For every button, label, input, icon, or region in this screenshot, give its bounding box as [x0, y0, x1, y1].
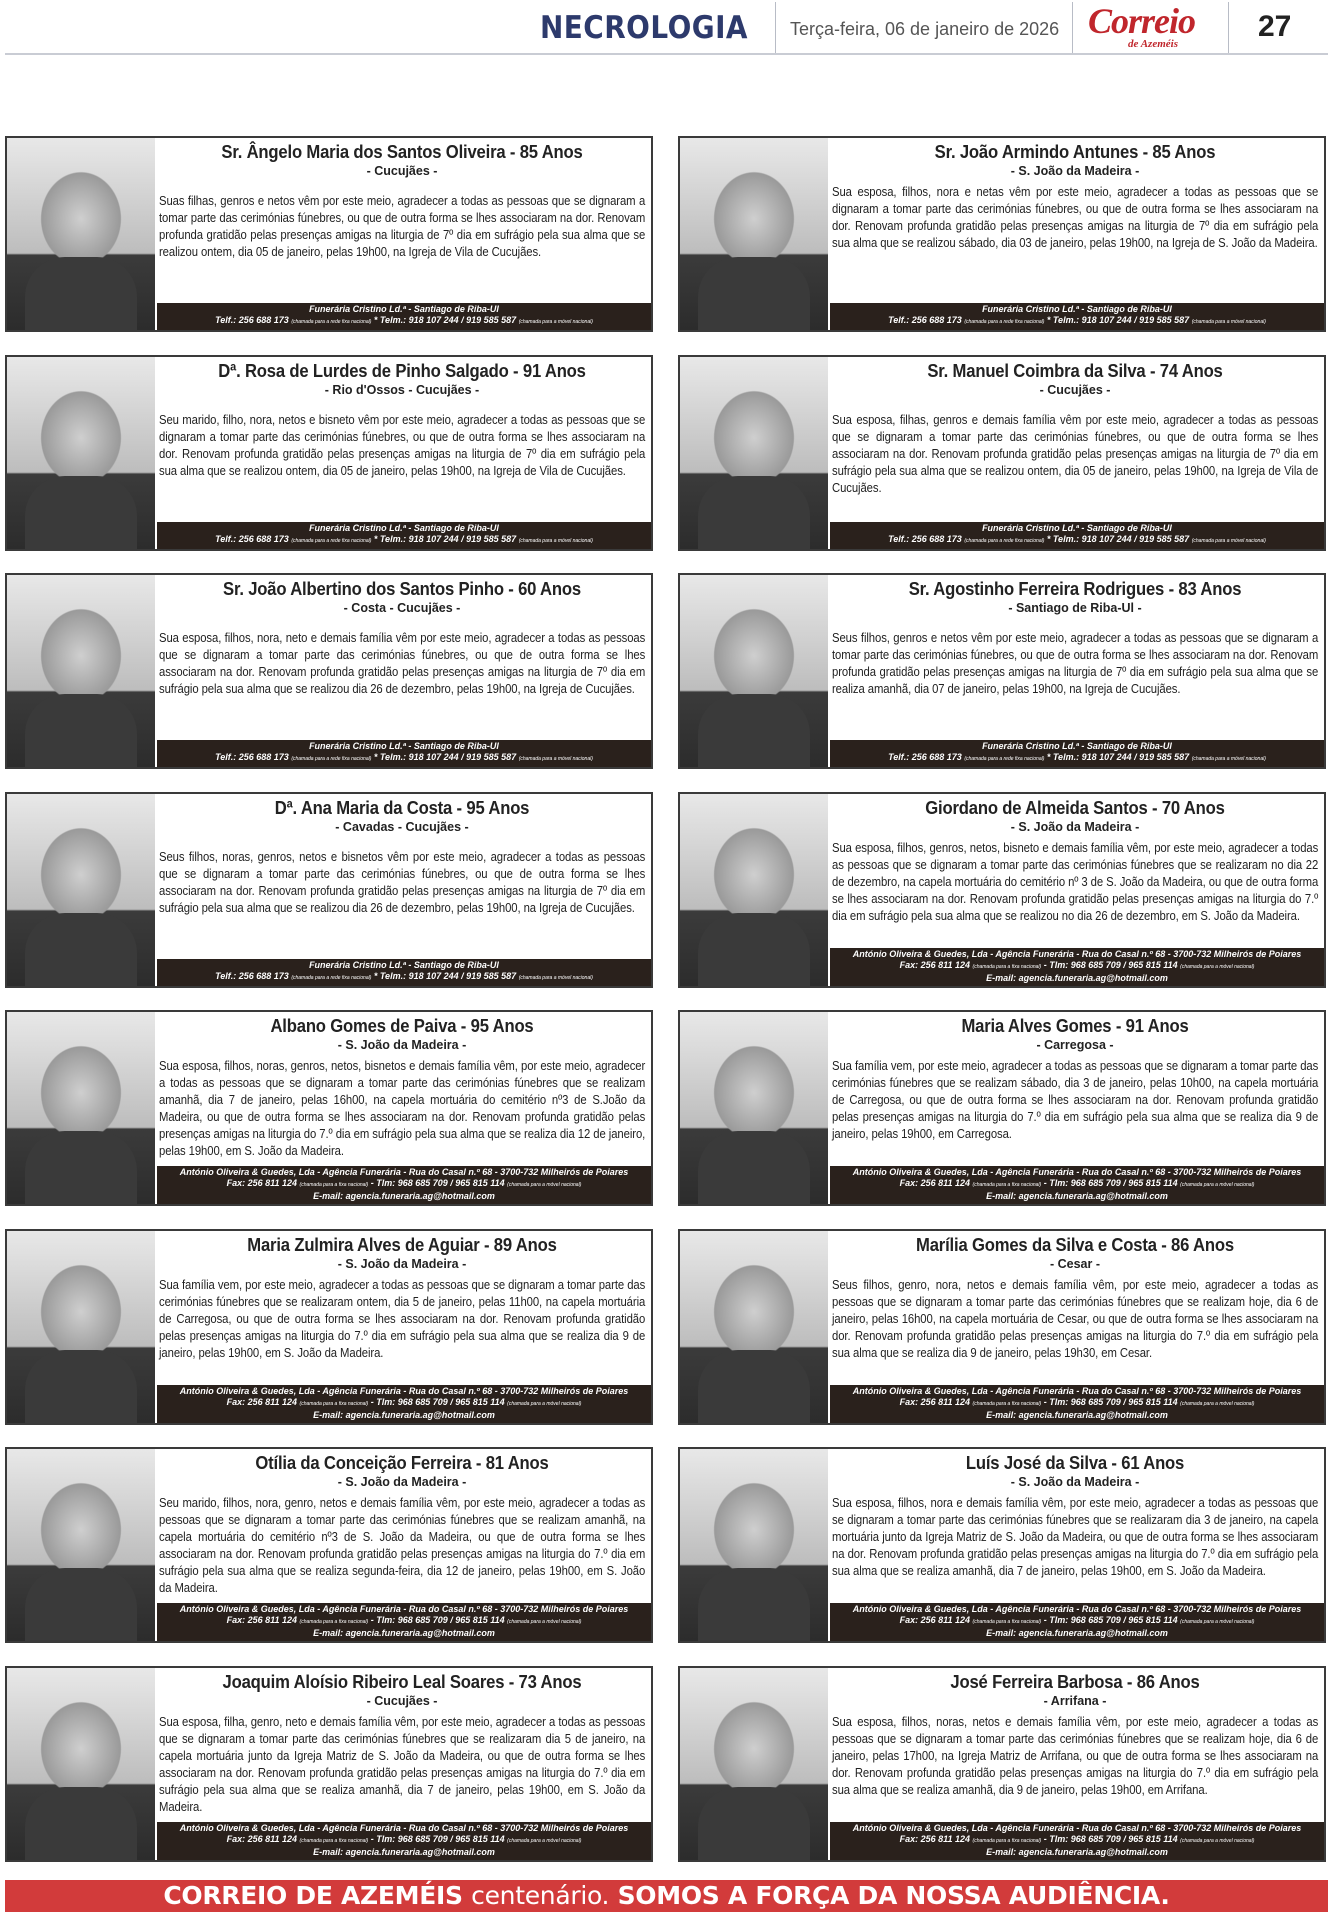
obituary-text: Seus filhos, genro, nora, netos e demais família vêm, por este meio, agradecer a todas as pessoas que se dignaram a tomar parte das cerimónias fúnebres que se realizam hoje, dia 6 de janeiro, pelas 16h00, na capela mortuária de Cesar, ou que de outra forma se lhes associaram na dor. Renovam profunda gratidão pelas presenças amigas na liturgia do 7.º dia em sufrágio pela sua alma que se realiza dia 9 de janeiro, pelas 19h30, em Cesar.: [832, 1276, 1319, 1360]
mobile-note: (chamada para a móvel nacional): [518, 319, 593, 325]
portrait-photo: [7, 138, 155, 330]
funeral-home-footer: [157, 1166, 651, 1204]
phone-note: (chamada para a rede fixa nacional): [291, 537, 372, 544]
funeral-home-mobile: * Telm.: 918 107 244 / 919 585 587: [373, 315, 517, 325]
funeral-home-footer: [830, 1166, 1324, 1204]
funeral-home-footer: [830, 1822, 1324, 1860]
funeral-home-mobile: * Telm.: 918 107 244 / 919 585 587: [373, 533, 517, 544]
mobile-note: (chamada para a móvel nacional): [507, 1837, 582, 1844]
funeral-home-phone: Telf.: 256 688 173: [215, 533, 289, 544]
phone-note: (chamada para a fixa nacional): [972, 1837, 1042, 1844]
deceased-name: Joaquim Aloísio Ribeiro Leal Soares - 73 Anos: [222, 1670, 582, 1692]
page-header: [0, 0, 1333, 58]
funeral-home-name: Funerária Cristino Ld.ª - Santiago de Riba-Ul: [982, 304, 1172, 314]
obituary-text: Seu marido, filho, nora, netos e bisneto vêm por este meio, agradecer a todas as pessoas que se dignaram a tomar parte das cerimónias fúnebres, ou que de outra forma se lhes associaram na dor. Renovam profunda gratidão pelas presenças amigas na liturgia de 7º dia em sufrágio pela sua alma que se realizou ontem, dia 05 de janeiro, pelas 19h00, na Igreja de Vila de Cucujães.: [159, 411, 646, 478]
funeral-home-name: António Oliveira & Guedes, Lda - Agência Funerária - Rua do Casal n.º 68 - 3700-732 Milheirós de Poiares: [179, 1167, 629, 1177]
portrait-photo: [680, 575, 828, 767]
obituary-text: Sua esposa, filhos, genros, netos, bisneto e demais família vêm, por este meio, agradecer a todas as pessoas que se dignaram a tomar parte das cerimónias fúnebres que se realizaram no dia 22 de dezembro, na capela mortuária do cemitério nº 3 de S. João da Madeira, ou que de outra forma se lhes associaram na dor. Renovam profunda gratidão pelas presenças amigas na liturgia do 7.º dia em sufrágio pela sua alma que se realizou no dia 26 de dezembro, em S. João da Madeira.: [832, 839, 1319, 923]
deceased-name: José Ferreira Barbosa - 86 Anos: [950, 1670, 1200, 1692]
funeral-home-email: E-mail: agencia.funeraria.ag@hotmail.com: [986, 1846, 1168, 1857]
deceased-place: - Santiago de Riba-Ul -: [1008, 601, 1142, 615]
obituary-card: [5, 1010, 653, 1206]
funeral-home-footer: [157, 959, 651, 986]
obituary-card: [678, 792, 1326, 988]
funeral-home-email: E-mail: agencia.funeraria.ag@hotmail.com: [313, 1191, 495, 1201]
portrait-photo: [7, 1231, 155, 1423]
funeral-home-name: António Oliveira & Guedes, Lda - Agência Funerária - Rua do Casal n.º 68 - 3700-732 Milheirós de Poiares: [179, 1385, 629, 1396]
funeral-home-name: Funerária Cristino Ld.ª - Santiago de Riba-Ul: [309, 304, 499, 314]
deceased-name: Marília Gomes da Silva e Costa - 86 Anos: [916, 1233, 1234, 1255]
obituary-text: Seus filhos, genros e netos vêm por este meio, agradecer a todas as pessoas que se dignaram a tomar parte das cerimónias fúnebres, ou que de outra forma se lhes associaram na dor. Renovam profunda gratidão pelas presenças amigas na liturgia de 7º dia em sufrágio pela sua alma que se realiza amanhã, dia 07 de janeiro, pelas 19h00, na Igreja de Cucujães.: [832, 630, 1319, 696]
funeral-home-mobile: * Telm.: 918 107 244 / 919 585 587: [1046, 533, 1190, 544]
portrait-photo: [680, 357, 828, 549]
deceased-place: - Cavadas - Cucujães -: [335, 819, 469, 834]
funeral-home-name: Funerária Cristino Ld.ª - Santiago de Riba-Ul: [309, 959, 499, 970]
deceased-name: Luís José da Silva - 61 Anos: [965, 1452, 1185, 1473]
obituary-text: Sua família vem, por este meio, agradecer a todas as pessoas que se dignaram a tomar parte das cerimónias fúnebres que se realizaram ontem, dia 5 de janeiro, pelas 11h00, na capela mortuária de Carregosa, ou que de outra forma se lhes associaram na dor. Renovam profunda gratidão pelas presenças amigas na liturgia do 7.º dia em sufrágio pela sua alma que se realiza dia 9 de janeiro, pelas 19h00, em S. João da Madeira.: [159, 1276, 646, 1360]
divider: [775, 2, 776, 54]
mobile-note: (chamada para a móvel nacional): [1180, 1837, 1255, 1844]
funeral-home-phone: Fax: 256 811 124: [899, 959, 971, 970]
deceased-name: Sr. João Albertino dos Santos Pinho - 60 Anos: [223, 578, 581, 599]
obituary-card: [5, 792, 653, 988]
funeral-home-phone: Fax: 256 811 124: [226, 1178, 298, 1188]
mobile-note: (chamada para a móvel nacional): [518, 756, 593, 762]
funeral-home-phone: Fax: 256 811 124: [226, 1833, 298, 1844]
funeral-home-footer: [830, 948, 1324, 986]
deceased-place: - Cesar -: [1049, 1256, 1101, 1271]
header-rule: [5, 53, 1328, 55]
deceased-name: Otília da Conceição Ferreira - 81 Anos: [255, 1452, 549, 1473]
deceased-name: Sr. Agostinho Ferreira Rodrigues - 83 Anos: [908, 578, 1242, 599]
deceased-place: - S. João da Madeira -: [1010, 1475, 1140, 1489]
deceased-name: Giordano de Almeida Santos - 70 Anos: [925, 796, 1225, 818]
deceased-place: - Cucujães -: [366, 164, 438, 178]
phone-note: (chamada para a fixa nacional): [299, 1619, 369, 1625]
section-title: NECROLOGIA: [540, 10, 748, 46]
banner-slogan: SOMOS A FORÇA DA NOSSA AUDIÊNCIA.: [617, 1881, 1170, 1910]
portrait-photo: [680, 1012, 828, 1204]
phone-note: (chamada para a fixa nacional): [299, 1837, 369, 1844]
funeral-home-footer: [830, 522, 1324, 549]
funeral-home-phone: Telf.: 256 688 173: [215, 970, 289, 981]
funeral-home-name: António Oliveira & Guedes, Lda - Agência Funerária - Rua do Casal n.º 68 - 3700-732 Milheirós de Poiares: [852, 1385, 1302, 1396]
mobile-note: (chamada para a móvel nacional): [1191, 537, 1266, 544]
funeral-home-mobile: - Tlm: 968 685 709 / 965 815 114: [1043, 959, 1178, 970]
funeral-home-name: António Oliveira & Guedes, Lda - Agência Funerária - Rua do Casal n.º 68 - 3700-732 Milheirós de Poiares: [852, 1604, 1302, 1614]
phone-note: (chamada para a rede fixa nacional): [964, 319, 1045, 325]
funeral-home-mobile: * Telm.: 918 107 244 / 919 585 587: [1046, 315, 1190, 325]
funeral-home-mobile: - Tlm: 968 685 709 / 965 815 114: [1043, 1178, 1178, 1188]
funeral-home-name: António Oliveira & Guedes, Lda - Agência Funerária - Rua do Casal n.º 68 - 3700-732 Milheirós de Poiares: [852, 1167, 1302, 1177]
obituary-card: [5, 1229, 653, 1425]
funeral-home-footer: [157, 1603, 651, 1641]
funeral-home-phone: Fax: 256 811 124: [226, 1396, 298, 1407]
funeral-home-footer: [830, 1385, 1324, 1423]
obituary-card: [678, 573, 1326, 769]
obituary-card: [678, 355, 1326, 551]
phone-note: (chamada para a fixa nacional): [972, 1182, 1042, 1188]
obituary-text: Seus filhos, noras, genros, netos e bisnetos vêm por este meio, agradecer a todas as pessoas que se dignaram a tomar parte das cerimónias fúnebres, ou que de outra forma se lhes associaram na dor. Renovam profunda gratidão pelas presenças amigas na liturgia de 7º dia em sufrágio pela sua alma que se realizou dia 26 de dezembro, pelas 19h00, na Igreja de Cucujães.: [159, 848, 646, 915]
funeral-home-phone: Telf.: 256 688 173: [888, 315, 962, 325]
mobile-note: (chamada para a móvel nacional): [1191, 756, 1266, 762]
funeral-home-name: Funerária Cristino Ld.ª - Santiago de Riba-Ul: [982, 522, 1172, 533]
obituary-card: [5, 1666, 653, 1862]
funeral-home-mobile: * Telm.: 918 107 244 / 919 585 587: [373, 970, 517, 981]
mobile-note: (chamada para a móvel nacional): [1180, 1400, 1255, 1407]
funeral-home-email: E-mail: agencia.funeraria.ag@hotmail.com: [313, 1846, 495, 1857]
funeral-home-mobile: - Tlm: 968 685 709 / 965 815 114: [370, 1396, 505, 1407]
obituary-text: Sua esposa, filhas, genros e demais família vêm por este meio, agradecer a todas as pessoas que se dignaram a tomar parte das cerimónias fúnebres, ou que de outra forma se lhes associaram na dor. Renovam profunda gratidão pelas presenças amigas na liturgia de 7º dia em sufrágio pela sua alma que se realizou ontem, dia 05 de janeiro, pelas 19h00, na Igreja de Vila de Cucujães.: [832, 411, 1319, 495]
funeral-home-mobile: - Tlm: 968 685 709 / 965 815 114: [370, 1178, 505, 1188]
obituary-card: [5, 136, 653, 332]
phone-note: (chamada para a fixa nacional): [972, 963, 1042, 970]
funeral-home-footer: [830, 740, 1324, 767]
deceased-place: - Carregosa -: [1036, 1038, 1114, 1052]
obituary-text: Sua esposa, filha, genro, neto e demais família vêm, por este meio, agradecer a todas as pessoas que se dignaram a tomar parte das cerimónias fúnebres que se realizaram dia 5 de janeiro, na capela mortuária junto da Igreja Matriz de S. João da Madeira, ou que de outra forma se lhes associaram na dor. Renovam profunda gratidão pelas presenças amigas na liturgia do 7.º dia em sufrágio pela sua alma que se realiza amanhã, dia 7 de janeiro, pelas 19h00, em S. João da Madeira.: [159, 1713, 646, 1814]
funeral-home-mobile: - Tlm: 968 685 709 / 965 815 114: [1043, 1615, 1178, 1625]
obituary-card: [678, 1229, 1326, 1425]
obituary-text: Sua esposa, filhos, nora, neto e demais família vêm por este meio, agradecer a todas as pessoas que se dignaram a tomar parte das cerimónias fúnebres, ou que de outra forma se lhes associaram na dor. Renovam profunda gratidão pelas presenças amigas na liturgia de 7º dia em sufrágio pela sua alma que se realizou dia 26 de dezembro, pelas 19h00, na Igreja de Cucujães.: [159, 630, 646, 696]
deceased-name: Sr. Ângelo Maria dos Santos Oliveira - 85 Anos: [221, 141, 583, 162]
phone-note: (chamada para a fixa nacional): [972, 1400, 1042, 1407]
deceased-name: Sr. Manuel Coimbra da Silva - 74 Anos: [927, 359, 1223, 381]
funeral-home-name: António Oliveira & Guedes, Lda - Agência Funerária - Rua do Casal n.º 68 - 3700-732 Milheirós de Poiares: [179, 1822, 629, 1833]
funeral-home-mobile: - Tlm: 968 685 709 / 965 815 114: [1043, 1396, 1178, 1407]
mobile-note: (chamada para a móvel nacional): [507, 1182, 582, 1188]
funeral-home-phone: Fax: 256 811 124: [899, 1833, 971, 1844]
funeral-home-phone: Telf.: 256 688 173: [888, 752, 962, 762]
deceased-place: - Arrifana -: [1043, 1693, 1107, 1708]
obituary-text: Sua família vem, por este meio, agradecer a todas as pessoas que se dignaram a tomar parte das cerimónias fúnebres que se realizam sábado, dia 3 de janeiro, pelas 10h00, na capela mortuária de Carregosa, ou que de outra forma se lhes associaram na dor. Renovam profunda gratidão pelas presenças amigas na liturgia do 7.º dia em sufrágio pela sua alma que se realiza dia 9 de janeiro, pelas 19h00, em Carregosa.: [832, 1058, 1319, 1141]
portrait-photo: [680, 1231, 828, 1423]
portrait-photo: [7, 575, 155, 767]
deceased-place: - Cucujães -: [1039, 382, 1111, 397]
funeral-home-email: E-mail: agencia.funeraria.ag@hotmail.com: [313, 1628, 495, 1638]
funeral-home-phone: Telf.: 256 688 173: [215, 315, 289, 325]
portrait-photo: [680, 794, 828, 986]
funeral-home-email: E-mail: agencia.funeraria.ag@hotmail.com: [986, 972, 1168, 983]
mobile-note: (chamada para a móvel nacional): [507, 1400, 582, 1407]
deceased-name: Dª. Ana Maria da Costa - 95 Anos: [274, 796, 530, 818]
mobile-note: (chamada para a móvel nacional): [1180, 963, 1255, 970]
mobile-note: (chamada para a móvel nacional): [1180, 1619, 1255, 1625]
portrait-photo: [680, 1449, 828, 1641]
funeral-home-phone: Fax: 256 811 124: [899, 1615, 971, 1625]
phone-note: (chamada para a fixa nacional): [972, 1619, 1042, 1625]
funeral-home-phone: Fax: 256 811 124: [899, 1178, 971, 1188]
funeral-home-footer: [157, 303, 651, 330]
deceased-place: - S. João da Madeira -: [337, 1475, 467, 1489]
funeral-home-mobile: * Telm.: 918 107 244 / 919 585 587: [1046, 752, 1190, 762]
funeral-home-mobile: - Tlm: 968 685 709 / 965 815 114: [370, 1833, 505, 1844]
funeral-home-phone: Telf.: 256 688 173: [888, 533, 962, 544]
phone-note: (chamada para a rede fixa nacional): [291, 756, 372, 762]
obituary-text: Seu marido, filhos, nora, genro, netos e demais família vêm, por este meio, agradecer a todas as pessoas que se dignaram a tomar parte das cerimónias fúnebres que se realizam amanhã, na capela mortuária do cemitério nº3 de S. João da Madeira, ou que de outra forma se lhes associaram na dor. Renovam profunda gratidão pelas presenças amigas na liturgia do 7.º dia em sufrágio pela sua alma que se realiza segunda-feira, dia 12 de janeiro, pelas 19h00, em S. João da Madeira.: [159, 1495, 646, 1595]
obituary-card: [5, 1447, 653, 1643]
mobile-note: (chamada para a móvel nacional): [507, 1619, 582, 1625]
deceased-name: Sr. João Armindo Antunes - 85 Anos: [934, 141, 1216, 162]
deceased-name: Maria Zulmira Alves de Aguiar - 89 Anos: [247, 1233, 557, 1255]
deceased-name: Dª. Rosa de Lurdes de Pinho Salgado - 91 Anos: [218, 359, 586, 381]
deceased-place: - S. João da Madeira -: [337, 1256, 467, 1271]
portrait-photo: [680, 138, 828, 330]
logo-main: Correio: [1088, 1, 1196, 41]
divider: [1072, 2, 1073, 54]
funeral-home-phone: Fax: 256 811 124: [226, 1615, 298, 1625]
issue-date: Terça-feira, 06 de janeiro de 2026: [790, 19, 1060, 39]
deceased-name: Albano Gomes de Paiva - 95 Anos: [270, 1015, 534, 1036]
funeral-home-name: Funerária Cristino Ld.ª - Santiago de Riba-Ul: [982, 741, 1172, 751]
obituary-text: Suas filhas, genros e netos vêm por este meio, agradecer a todas as pessoas que se dignaram a tomar parte das cerimónias fúnebres, ou que de outra forma se lhes associaram na dor. Renovam profunda gratidão pelas presenças amigas na liturgia de 7º dia em sufrágio pela sua alma que se realizou ontem, dia 05 de janeiro, pelas 19h00, na Igreja de Vila de Cucujães.: [159, 193, 646, 259]
funeral-home-email: E-mail: agencia.funeraria.ag@hotmail.com: [313, 1409, 495, 1420]
portrait-photo: [7, 1449, 155, 1641]
obituary-card: [678, 1010, 1326, 1206]
funeral-home-footer: [157, 1385, 651, 1423]
divider: [1228, 2, 1229, 54]
newspaper-logo: [1078, 2, 1208, 54]
funeral-home-name: António Oliveira & Guedes, Lda - Agência Funerária - Rua do Casal n.º 68 - 3700-732 Milheirós de Poiares: [852, 948, 1302, 959]
obituary-card: [678, 1666, 1326, 1862]
funeral-home-footer: [157, 740, 651, 767]
deceased-place: - Costa - Cucujães -: [343, 601, 461, 615]
obituary-text: Sua esposa, filhos, noras, netos e demais família vêm, por este meio, agradecer a todas as pessoas que se dignaram a tomar parte das cerimónias fúnebres que se realizam hoje, dia 6 de janeiro, pelas 17h00, na Igreja Matriz de Arrifana, ou que de outra forma se lhes associaram na dor. Renovam profunda gratidão pelas presenças amigas na liturgia do 7.º dia em sufrágio pela sua alma que se realiza amanhã, dia 9 de janeiro, pelas 19h00, em Arrifana.: [832, 1713, 1319, 1797]
obituary-card: [678, 1447, 1326, 1643]
portrait-photo: [680, 1668, 828, 1860]
funeral-home-mobile: * Telm.: 918 107 244 / 919 585 587: [373, 752, 517, 762]
funeral-home-footer: [157, 522, 651, 549]
logo-sub: de Azeméis: [1128, 38, 1178, 50]
obituary-card: [5, 573, 653, 769]
phone-note: (chamada para a rede fixa nacional): [291, 319, 372, 325]
funeral-home-footer: [830, 1603, 1324, 1641]
obituary-text: Sua esposa, filhos, noras, genros, netos, bisnetos e demais família vêm, por este meio, agradecer a todas as pessoas que se dignaram a tomar parte das cerimónias fúnebres que se realizam amanhã, dia 7 de janeiro, pelas 16h00, na capela mortuária do cemitério nº3 de S.João da Madeira, ou que de outra forma se lhes associaram na dor. Renovam profunda gratidão pelas presenças amigas na liturgia do 7.º dia em sufrágio pela sua alma que se realiza dia 12 de janeiro, pelas 19h00, em S. João da Madeira.: [159, 1058, 646, 1158]
funeral-home-email: E-mail: agencia.funeraria.ag@hotmail.com: [986, 1191, 1168, 1201]
phone-note: (chamada para a fixa nacional): [299, 1400, 369, 1407]
banner-centenary: centenário.: [471, 1881, 610, 1910]
funeral-home-footer: [157, 1822, 651, 1860]
deceased-place: - Rio d'Ossos - Cucujães -: [324, 382, 480, 397]
obituary-card: [678, 136, 1326, 332]
obituary-card: [5, 355, 653, 551]
obituary-text: Sua esposa, filhos, nora e netas vêm por este meio, agradecer a todas as pessoas que se dignaram a tomar parte das cerimónias fúnebres, ou que de outra forma se lhes associaram na dor. Renovam profunda gratidão pelas presenças amigas na liturgia de 7º dia em sufrágio pela sua alma que se realizou sábado, dia 03 de janeiro, pelas 19h00, na Igreja de S. João da Madeira.: [832, 184, 1319, 250]
promo-banner: [5, 1880, 1328, 1912]
funeral-home-email: E-mail: agencia.funeraria.ag@hotmail.com: [986, 1628, 1168, 1638]
deceased-name: Maria Alves Gomes - 91 Anos: [961, 1015, 1189, 1036]
mobile-note: (chamada para a móvel nacional): [518, 537, 593, 544]
mobile-note: (chamada para a móvel nacional): [1180, 1182, 1255, 1188]
deceased-place: - Cucujães -: [366, 1693, 438, 1708]
portrait-photo: [7, 1668, 155, 1860]
funeral-home-phone: Telf.: 256 688 173: [215, 752, 289, 762]
funeral-home-name: Funerária Cristino Ld.ª - Santiago de Riba-Ul: [309, 741, 499, 751]
funeral-home-footer: [830, 303, 1324, 330]
funeral-home-name: Funerária Cristino Ld.ª - Santiago de Riba-Ul: [309, 522, 499, 533]
obituary-text: Sua esposa, filhos, nora e demais família vêm, por este meio, agradecer a todas as pessoas que se dignaram a tomar parte das cerimónias fúnebres que se realizaram dia 3 de janeiro, na capela mortuária junto da Igreja Matriz de S. João da Madeira, ou que de outra forma se lhes associaram na dor. Renovam profunda gratidão pelas presenças amigas na liturgia do 7.º dia em sufrágio pela sua alma que se realiza amanhã, dia 7 de janeiro, pelas 19h00, em S. João da Madeira.: [832, 1495, 1319, 1578]
phone-note: (chamada para a rede fixa nacional): [964, 756, 1045, 762]
portrait-photo: [7, 794, 155, 986]
funeral-home-name: António Oliveira & Guedes, Lda - Agência Funerária - Rua do Casal n.º 68 - 3700-732 Milheirós de Poiares: [852, 1822, 1302, 1833]
banner-brand: CORREIO DE AZEMÉIS: [163, 1881, 463, 1910]
funeral-home-name: António Oliveira & Guedes, Lda - Agência Funerária - Rua do Casal n.º 68 - 3700-732 Milheirós de Poiares: [179, 1604, 629, 1614]
deceased-place: - S. João da Madeira -: [1010, 164, 1140, 178]
funeral-home-email: E-mail: agencia.funeraria.ag@hotmail.com: [986, 1409, 1168, 1420]
mobile-note: (chamada para a móvel nacional): [1191, 319, 1266, 325]
mobile-note: (chamada para a móvel nacional): [518, 974, 593, 981]
phone-note: (chamada para a rede fixa nacional): [291, 974, 372, 981]
page-number: 27: [1258, 10, 1292, 43]
phone-note: (chamada para a rede fixa nacional): [964, 537, 1045, 544]
deceased-place: - S. João da Madeira -: [1010, 819, 1140, 834]
funeral-home-mobile: - Tlm: 968 685 709 / 965 815 114: [1043, 1833, 1178, 1844]
phone-note: (chamada para a fixa nacional): [299, 1182, 369, 1188]
funeral-home-mobile: - Tlm: 968 685 709 / 965 815 114: [370, 1615, 505, 1625]
deceased-place: - S. João da Madeira -: [337, 1038, 467, 1052]
portrait-photo: [7, 357, 155, 549]
portrait-photo: [7, 1012, 155, 1204]
funeral-home-phone: Fax: 256 811 124: [899, 1396, 971, 1407]
